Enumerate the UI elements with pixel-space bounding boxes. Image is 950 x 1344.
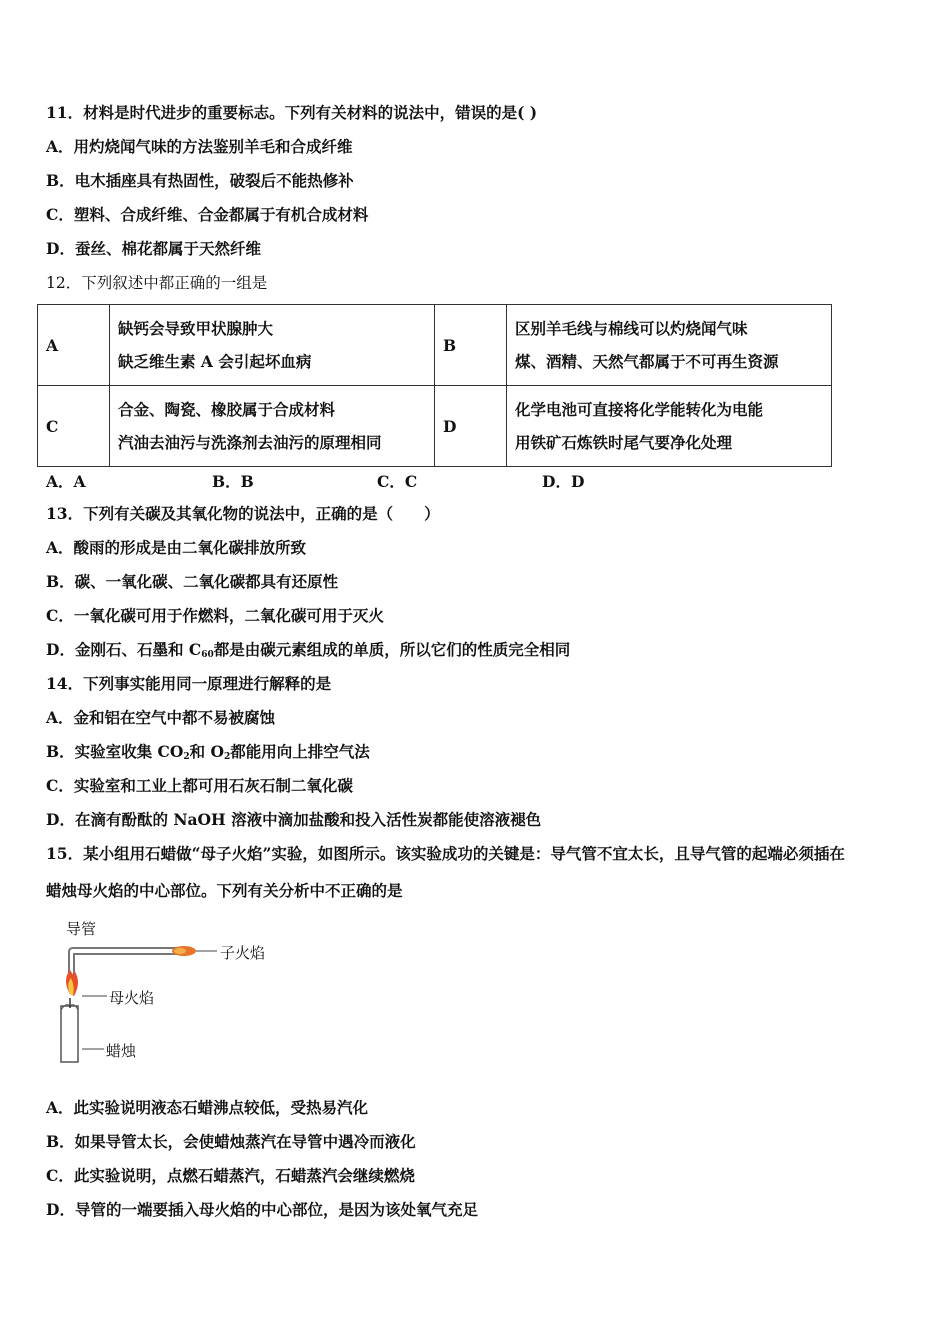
q11-option-c: C．塑料、合成纤维、合金都属于有机合成材料 xyxy=(46,205,369,224)
q12-option-c: C．C xyxy=(377,472,418,491)
label-child-flame: 子火焰 xyxy=(220,944,266,962)
q12-cell-label-a: A xyxy=(38,305,110,386)
q12-cell-label-d: D xyxy=(435,386,507,467)
q13-option-d xyxy=(46,640,570,665)
q13-option-a: A．酸雨的形成是由二氧化碳排放所致 xyxy=(46,538,307,557)
q15-stem-line1: 15．某小组用石蜡做“母子火焰”实验，如图所示。该实验成功的关键是：导气管不宜太长，且导气管的起端必须插在 xyxy=(46,844,845,863)
q14-b-pre: B．实验室收集 CO xyxy=(46,742,184,761)
q12-cell-text-a xyxy=(110,305,435,386)
q13-option-c: C．一氧化碳可用于作燃料，二氧化碳可用于灭火 xyxy=(46,606,384,625)
q15-option-d: D．导管的一端要插入母火焰的中心部位，是因为该处氧气充足 xyxy=(46,1200,478,1219)
label-mother-flame: 母火焰 xyxy=(109,989,155,1007)
tube-inner xyxy=(74,954,180,982)
q12-cell-text-d xyxy=(507,386,832,467)
q14-b-mid: 和 O xyxy=(189,742,225,761)
q14-option-d: D．在滴有酚酞的 NaOH 溶液中滴加盐酸和投入活性炭都能使溶液褪色 xyxy=(46,810,542,829)
q12-cell-text-b xyxy=(507,305,832,386)
candle-diagram xyxy=(52,918,292,1068)
q12-d-line1: 化学电池可直接将化学能转化为电能 xyxy=(515,400,764,419)
q14-b-sub2: 2 xyxy=(224,752,231,762)
q12-cell-label-c: C xyxy=(38,386,110,467)
candle-figure xyxy=(52,918,292,1068)
q12-c-line1: 合金、陶瓷、橡胶属于合成材料 xyxy=(118,400,336,419)
q12-a-line1: 缺钙会导致甲状腺肿大 xyxy=(118,319,274,338)
q13-option-b: B．碳、一氧化碳、二氧化碳都具有还原性 xyxy=(46,572,339,591)
q13-d-sub: 60 xyxy=(201,650,214,660)
q12-option-d: D．D xyxy=(542,472,585,491)
q13-d-pre: D．金刚石、石墨和 C xyxy=(46,640,202,659)
q13-stem: 13．下列有关碳及其氧化物的说法中，正确的是（ ） xyxy=(46,504,440,523)
q11-option-b: B．电木插座具有热固性，破裂后不能热修补 xyxy=(46,171,354,190)
q12-cell-label-b: B xyxy=(435,305,507,386)
q15-option-b: B．如果导管太长，会使蜡烛蒸汽在导管中遇冷而液化 xyxy=(46,1132,416,1151)
q15-stem-line2: 蜡烛母火焰的中心部位。下列有关分析中不正确的是 xyxy=(46,881,403,900)
q12-option-a: A．A xyxy=(46,472,86,491)
q11-option-d: D．蚕丝、棉花都属于天然纤维 xyxy=(46,239,261,258)
q14-option-c: C．实验室和工业上都可用石灰石制二氧化碳 xyxy=(46,776,353,795)
q14-option-a: A．金和铝在空气中都不易被腐蚀 xyxy=(46,708,276,727)
q11-option-a: A．用灼烧闻气味的方法鉴别羊毛和合成纤维 xyxy=(46,137,353,156)
q15-option-a: A．此实验说明液态石蜡沸点较低，受热易汽化 xyxy=(46,1098,369,1117)
q13-d-post: 都是由碳元素组成的单质，所以它们的性质完全相同 xyxy=(213,640,571,659)
q12-b-line1: 区别羊毛线与棉线可以灼烧闻气味 xyxy=(515,319,748,338)
q15-option-c: C．此实验说明，点燃石蜡蒸汽，石蜡蒸汽会继续燃烧 xyxy=(46,1166,415,1185)
q14-stem: 14．下列事实能用同一原理进行解释的是 xyxy=(46,674,332,693)
label-candle: 蜡烛 xyxy=(106,1042,137,1060)
q12-option-b: B．B xyxy=(212,472,254,491)
q14-b-sub1: 2 xyxy=(183,752,190,762)
candle-icon xyxy=(61,1006,78,1062)
q14-option-b xyxy=(46,742,370,767)
q12-a-line2: 缺乏维生素 A 会引起坏血病 xyxy=(118,352,312,371)
q12-c-line2: 汽油去油污与洗涤剂去油污的原理相同 xyxy=(118,433,382,452)
q12-stem: 12．下列叙述中都正确的一组是 xyxy=(46,274,268,292)
q12-b-line2: 煤、酒精、天然气都属于不可再生资源 xyxy=(515,352,779,371)
q12-table xyxy=(37,304,832,467)
q12-cell-text-c xyxy=(110,386,435,467)
q14-b-post: 都能用向上排空气法 xyxy=(230,742,370,761)
label-tube: 导管 xyxy=(66,920,97,938)
q11-stem: 11．材料是时代进步的重要标志。下列有关材料的说法中，错误的是( ) xyxy=(46,103,538,122)
q12-d-line2: 用铁矿石炼铁时尾气要净化处理 xyxy=(515,433,733,452)
